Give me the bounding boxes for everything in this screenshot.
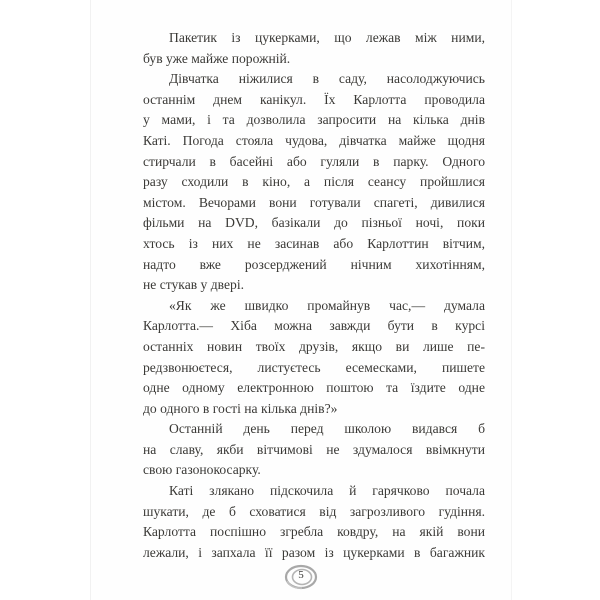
text-line: до одного в гості на кілька днів?»: [143, 400, 338, 416]
text-line: Карлотта.— Хіба можна завжди бути в курсі: [143, 318, 485, 334]
text-line: фільми на DVD, базікали до пізньої ночі, поки: [143, 215, 485, 231]
text-line: разу сходили в кіно, а після сеансу пройшлися: [143, 174, 485, 190]
body-text: [143, 28, 485, 563]
paragraph: [143, 69, 485, 296]
text-line: Каті злякано підскочила й гарячково почала: [169, 483, 485, 499]
text-line: був уже майже порожній.: [143, 50, 291, 66]
text-line: хтось із них не засинав або Карлоттин вітчим,: [143, 235, 485, 251]
paragraph: [143, 419, 485, 481]
text-line: на славу, якби вітчимові не здумалося ввімкнути: [143, 441, 485, 457]
text-line: одне одному електронною поштою та їздите одне: [143, 380, 485, 396]
text-line: Каті. Погода стояла чудова, дівчатка майже щодня: [143, 132, 485, 148]
text-line: свою газонокосарку.: [143, 462, 261, 478]
text-line: Карлотта поспішно згребла ковдру, на якій вони: [143, 524, 485, 540]
text-line: містом. Вечорами вони готували спагеті, дивилися: [143, 194, 485, 210]
text-line: у мами, і та дозволила запросити на кілька днів: [143, 112, 485, 128]
text-line: лежали, і запхала її разом із цукерками в багажник: [143, 544, 485, 560]
page-number-ornament: [284, 563, 318, 591]
text-line: надто вже розсерджений нічним хихотінням,: [143, 256, 485, 272]
text-line: редзвонюєтеся, листуєтесь есемесками, пишете: [143, 359, 485, 375]
paragraph: [143, 28, 485, 69]
text-line: «Як же швидко промайнув час,— думала: [169, 297, 485, 313]
text-line: не стукав у двері.: [143, 277, 245, 293]
text-line: останніх новин твоїх друзів, якщо ви лише пе-: [143, 338, 485, 354]
page-number: 5: [298, 569, 304, 581]
text-line: останнім днем канікул. Їх Карлотта проводила: [143, 91, 485, 107]
text-line: стирчали в басейні або гуляли в парку. Одного: [143, 153, 485, 169]
paragraph: [143, 296, 485, 420]
paragraph: [143, 481, 485, 563]
text-line: Пакетик із цукерками, що лежав між ними,: [169, 30, 485, 45]
text-line: Останній день перед школою видався б: [169, 421, 485, 437]
text-line: шукати, де б сховатися від загрозливого гудіння.: [143, 503, 485, 519]
text-line: Дівчатка ніжилися в саду, насолоджуючись: [169, 71, 485, 87]
